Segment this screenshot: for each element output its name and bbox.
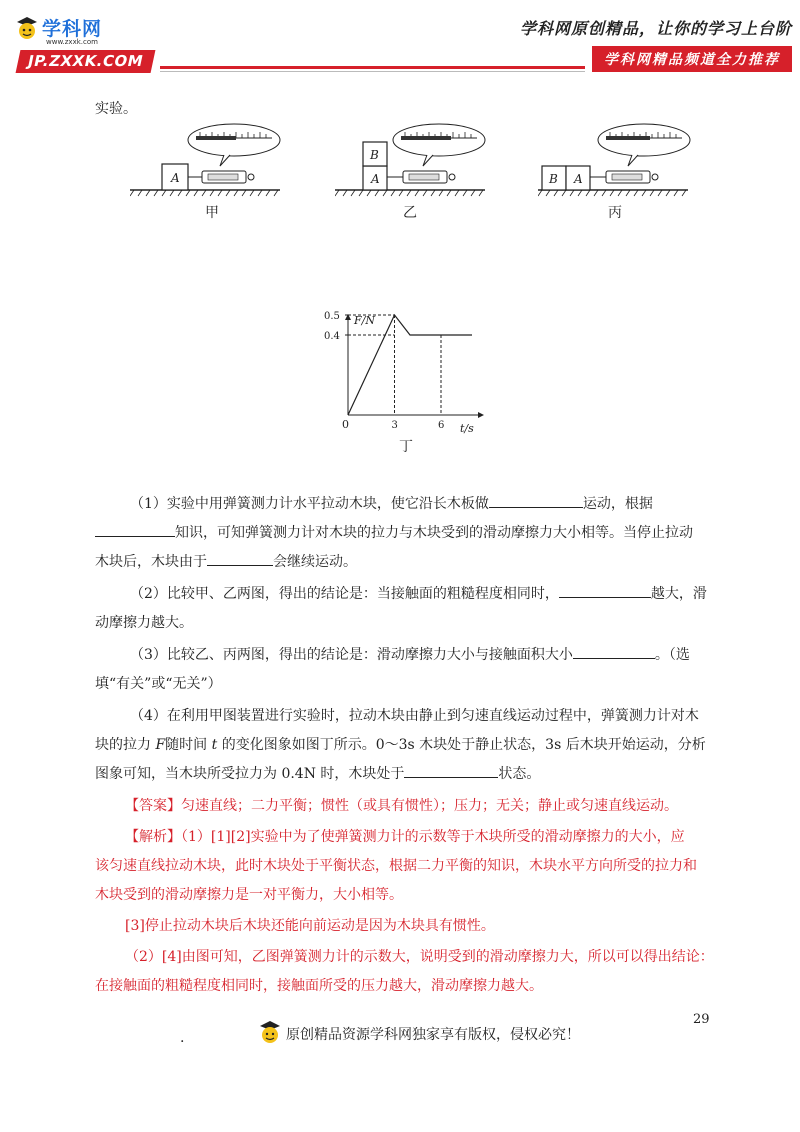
y-tick-label: 0.5 [324,311,340,322]
apparatus-bing-diagram [538,122,718,200]
answer-text: 匀速直线；二力平衡；惯性（或具有惯性）；压力；无关；静止或匀速直线运动。 [181,798,678,814]
header-slogan: 学科网原创精品，让你的学习上台阶 [520,19,793,38]
analysis-line-3 [95,881,403,910]
header-channel-label: 学科网精品频道全力推荐 [592,46,792,72]
figure-bing [538,122,718,200]
question-3-text-c: 填“有关”或“无关”） [95,676,222,692]
footer-copyright: 原创精品资源学科网独家享有版权，侵权必究！ [286,1027,580,1043]
question-4-text-b2: 随时间 [165,737,212,753]
analysis-text-3b: 在接触面的粗糙程度相同时，接触面所受的压力越大，滑动摩擦力越大。 [95,978,543,994]
symbol-f: F [155,737,166,753]
figure-label-bing: 丙 [608,205,622,221]
question-4-text-a: （4）在利用甲图装置进行实验时，拉动木块由静止到匀速直线运动过程中，弹簧测力计对木 [130,708,699,724]
apparatus-yi-diagram [335,122,505,200]
question-1-text-c: 知识，可知弹簧测力计对木块的拉力与木块受到的滑动摩擦力大小相等。当停止拉动 [175,525,693,541]
symbol-t: t [211,737,218,753]
force-time-chart [320,310,490,435]
analysis-text-1c: 木块受到的滑动摩擦力是一对平衡力，大小相等。 [95,887,403,903]
analysis-line-6 [95,972,543,1001]
analysis-text-2: [3]停止拉动木块后木块还能向前运动是因为木块具有惯性。 [125,918,495,934]
answer-blank-4[interactable] [559,581,651,598]
y-axis-label: F/N [354,314,375,327]
logo-title: 学科网 [42,18,103,40]
answer-blank-1[interactable] [489,491,583,508]
figure-jia [130,122,300,200]
header [0,0,800,80]
question-2-text-b: 越大，滑 [650,586,707,602]
question-2-line-1 [130,580,707,609]
logo-url: www.zxxk.com [46,38,98,46]
footer-dot: . [180,1030,185,1046]
force-time-graph [320,310,490,435]
page-number: 29 [693,1012,710,1027]
origin-label: 0 [342,418,349,431]
analysis-text-1a: （1）[1][2]实验中为了使弹簧测力计的示数等于木块所受的滑动摩擦力的大小，应 [181,829,685,845]
block-a-label: A [371,172,380,186]
question-2-line-2 [95,609,193,638]
question-1-text-e: 会继续运动。 [273,554,357,570]
question-1-text-a: （1）实验中用弹簧测力计水平拉动木块，使它沿长木板做 [130,496,489,512]
block-b-label: B [370,148,379,162]
question-4-text-d: 状态。 [498,766,541,782]
question-3-text-a: （3）比较乙、丙两图，得出的结论是：滑动摩擦力大小与接触面积大小 [130,647,573,663]
question-4-text-b3: 的变化图象如图丁所示。0～3s 木块处于静止状态，3s 后木块开始运动，分析 [217,737,706,753]
question-3-text-b: 。（选 [654,647,690,663]
logo-mascot-icon [14,14,40,44]
question-4-line-3 [95,760,540,789]
footer-mascot-icon [258,1018,282,1048]
answer-blank-5[interactable] [573,642,655,659]
x-axis-label: t/s [460,422,474,435]
intro-word: 实验。 [95,101,137,117]
header-rule-thin [160,71,585,72]
figure-label-yi: 乙 [403,205,417,221]
logo-banner: JP.ZXXK.COM [16,50,156,73]
force-curve [348,315,472,415]
y-tick-label: 0.4 [324,331,340,342]
apparatus-jia-diagram [130,122,300,200]
question-3-line-2 [95,670,222,699]
answer-line [125,792,678,821]
question-2-text-a: （2）比较甲、乙两图，得出的结论是：当接触面的粗糙程度相同时， [130,586,559,602]
block-a-label: A [574,172,583,186]
analysis-tag: 【解析】 [125,829,181,845]
analysis-line-2 [95,852,697,881]
header-rule [160,66,585,69]
block-a-label: A [171,171,180,185]
question-4-text-c: 图象可知，当木块所受拉力为 0.4N 时，木块处于 [95,766,405,782]
figure-yi [335,122,505,200]
question-2-text-c: 动摩擦力越大。 [95,615,193,631]
question-4-line-2 [95,731,706,760]
question-3-line-1 [130,641,690,670]
analysis-text-3a: （2）[4]由图可知，乙图弹簧测力计的示数大，说明受到的滑动摩擦力大，所以可以得出结论： [125,949,714,965]
figure-label-jia: 甲 [205,205,219,221]
answer-blank-2[interactable] [95,520,175,537]
answer-blank-6[interactable] [404,761,498,778]
answer-tag: 【答案】 [125,798,181,814]
question-1-line-1 [130,490,653,519]
analysis-line-5 [125,943,714,972]
question-1-line-2 [95,519,693,548]
analysis-text-1b: 该匀速直线拉动木块，此时木块处于平衡状态，根据二力平衡的知识，木块水平方向所受的拉力和 [95,858,697,874]
question-1-text-d: 木块后，木块由于 [95,554,207,570]
question-1-text-b: 运动，根据 [582,496,653,512]
answer-blank-3[interactable] [207,549,273,566]
figure-label-ding: 丁 [399,439,413,455]
question-4-text-b1: 块的拉力 [95,737,156,753]
x-tick-label: 3 [391,420,398,431]
question-4-line-1 [130,702,699,731]
analysis-line-4 [125,912,495,941]
question-1-line-3 [95,548,357,577]
block-b-label: B [549,172,558,186]
x-tick-label: 6 [438,420,445,431]
analysis-line-1 [125,823,685,852]
